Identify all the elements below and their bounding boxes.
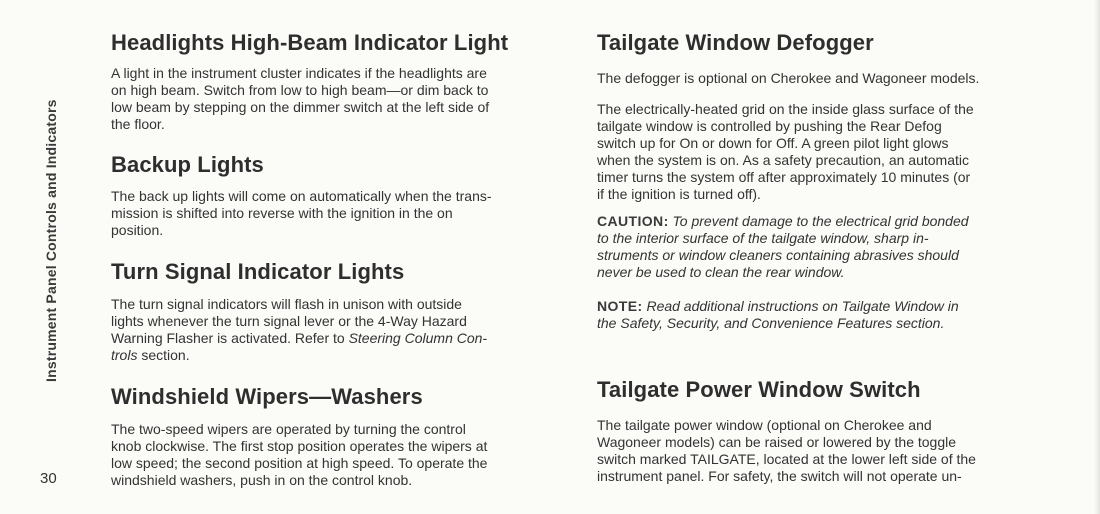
body-line: position. — [111, 222, 164, 238]
section-turn-signal — [111, 259, 563, 364]
side-tab-label: Instrument Panel Controls and Indicators — [43, 99, 59, 382]
body-line: Wagoneer models) can be raised or lowered by the toggle — [597, 434, 957, 450]
caution-line — [597, 264, 1052, 281]
section-title: Turn Signal Indicator Lights — [111, 259, 405, 284]
page-number: 30 — [40, 470, 57, 487]
section-tailgate-defogger — [597, 30, 1052, 332]
body-line: if the ignition is turned off). — [597, 186, 761, 202]
body-line: The tailgate power window (optional on Cherokee and — [597, 417, 932, 433]
body-line: on high beam. Switch from low to high beam—or dim back to — [111, 82, 489, 98]
section-body — [111, 421, 563, 489]
note-line — [597, 315, 1052, 332]
section-body — [111, 65, 563, 133]
body-line: low beam by stepping on the dimmer switch at the left side of — [111, 99, 490, 115]
section-title: Tailgate Power Window Switch — [597, 377, 921, 402]
section-body — [597, 417, 1052, 485]
section-tailgate-power-window — [597, 377, 1052, 485]
body-text: section. — [137, 347, 190, 363]
cross-reference: Steering Column Con- — [348, 330, 488, 346]
note-block — [597, 298, 1052, 332]
body-line: The electrically-heated grid on the inside glass surface of the — [597, 101, 974, 117]
body-line: instrument panel. For safety, the switch will not operate un- — [597, 468, 962, 484]
body-line: when the system is on. As a safety precaution, an automatic — [597, 152, 969, 168]
intro-line: The defogger is optional on Cherokee and Wagoneer models. — [597, 70, 980, 86]
section-backup-lights — [111, 152, 563, 239]
body-line: switch up for On or down for Off. A green pilot light glows — [597, 135, 949, 151]
section-body — [597, 101, 1052, 203]
body-line: windshield washers, push in on the control knob. — [111, 472, 413, 488]
caution-block — [597, 213, 1052, 281]
caution-text: struments or window cleaners containing abrasives should — [597, 247, 959, 263]
cross-reference: trols — [111, 347, 138, 363]
section-windshield-wipers — [111, 384, 563, 489]
page-edge-shadow — [1094, 0, 1100, 514]
note-text: the Safety, Security, and Convenience Features section. — [597, 315, 945, 331]
caution-text: never be used to clean the rear window. — [597, 264, 845, 280]
section-title: Windshield Wipers—Washers — [111, 384, 423, 409]
body-line: lights whenever the turn signal lever or the 4-Way Hazard — [111, 313, 467, 329]
body-line: timer turns the system off after approximately 10 minutes (or — [597, 169, 971, 185]
body-line: the floor. — [111, 116, 165, 132]
note-label: NOTE: — [597, 298, 643, 314]
caution-text: To prevent damage to the electrical grid bonded — [668, 213, 969, 229]
body-text: Warning Flasher is activated. Refer to — [111, 330, 349, 346]
body-line: mission is shifted into reverse with the ignition in the on — [111, 205, 453, 221]
note-text: Read additional instructions on Tailgate Window in — [642, 298, 959, 314]
body-line: The back up lights will come on automatically when the trans- — [111, 188, 492, 204]
note-line — [597, 298, 1052, 315]
caution-line — [597, 247, 1052, 264]
caution-line — [597, 213, 1052, 230]
caution-line — [597, 230, 1052, 247]
body-line: low speed; the second position at high speed. To operate the — [111, 455, 488, 471]
section-body — [111, 296, 563, 364]
section-title: Headlights High-Beam Indicator Light — [111, 30, 509, 55]
body-line: tailgate window is controlled by pushing the Rear Defog — [597, 118, 942, 134]
caution-label: CAUTION: — [597, 213, 669, 229]
body-line: The turn signal indicators will flash in unison with outside — [111, 296, 462, 312]
body-line: knob clockwise. The first stop position operates the wipers at — [111, 438, 488, 454]
body-line — [111, 330, 563, 347]
body-line: switch marked TAILGATE, located at the lower left side of the — [597, 451, 976, 467]
section-title: Tailgate Window Defogger — [597, 30, 874, 55]
section-headlights-high-beam — [111, 30, 563, 133]
body-line: A light in the instrument cluster indicates if the headlights are — [111, 65, 487, 81]
section-title: Backup Lights — [111, 152, 264, 177]
section-body — [111, 188, 563, 239]
body-line: The two-speed wipers are operated by turning the control — [111, 421, 466, 437]
body-line — [111, 347, 563, 364]
caution-text: to the interior surface of the tailgate window, sharp in- — [597, 230, 929, 246]
